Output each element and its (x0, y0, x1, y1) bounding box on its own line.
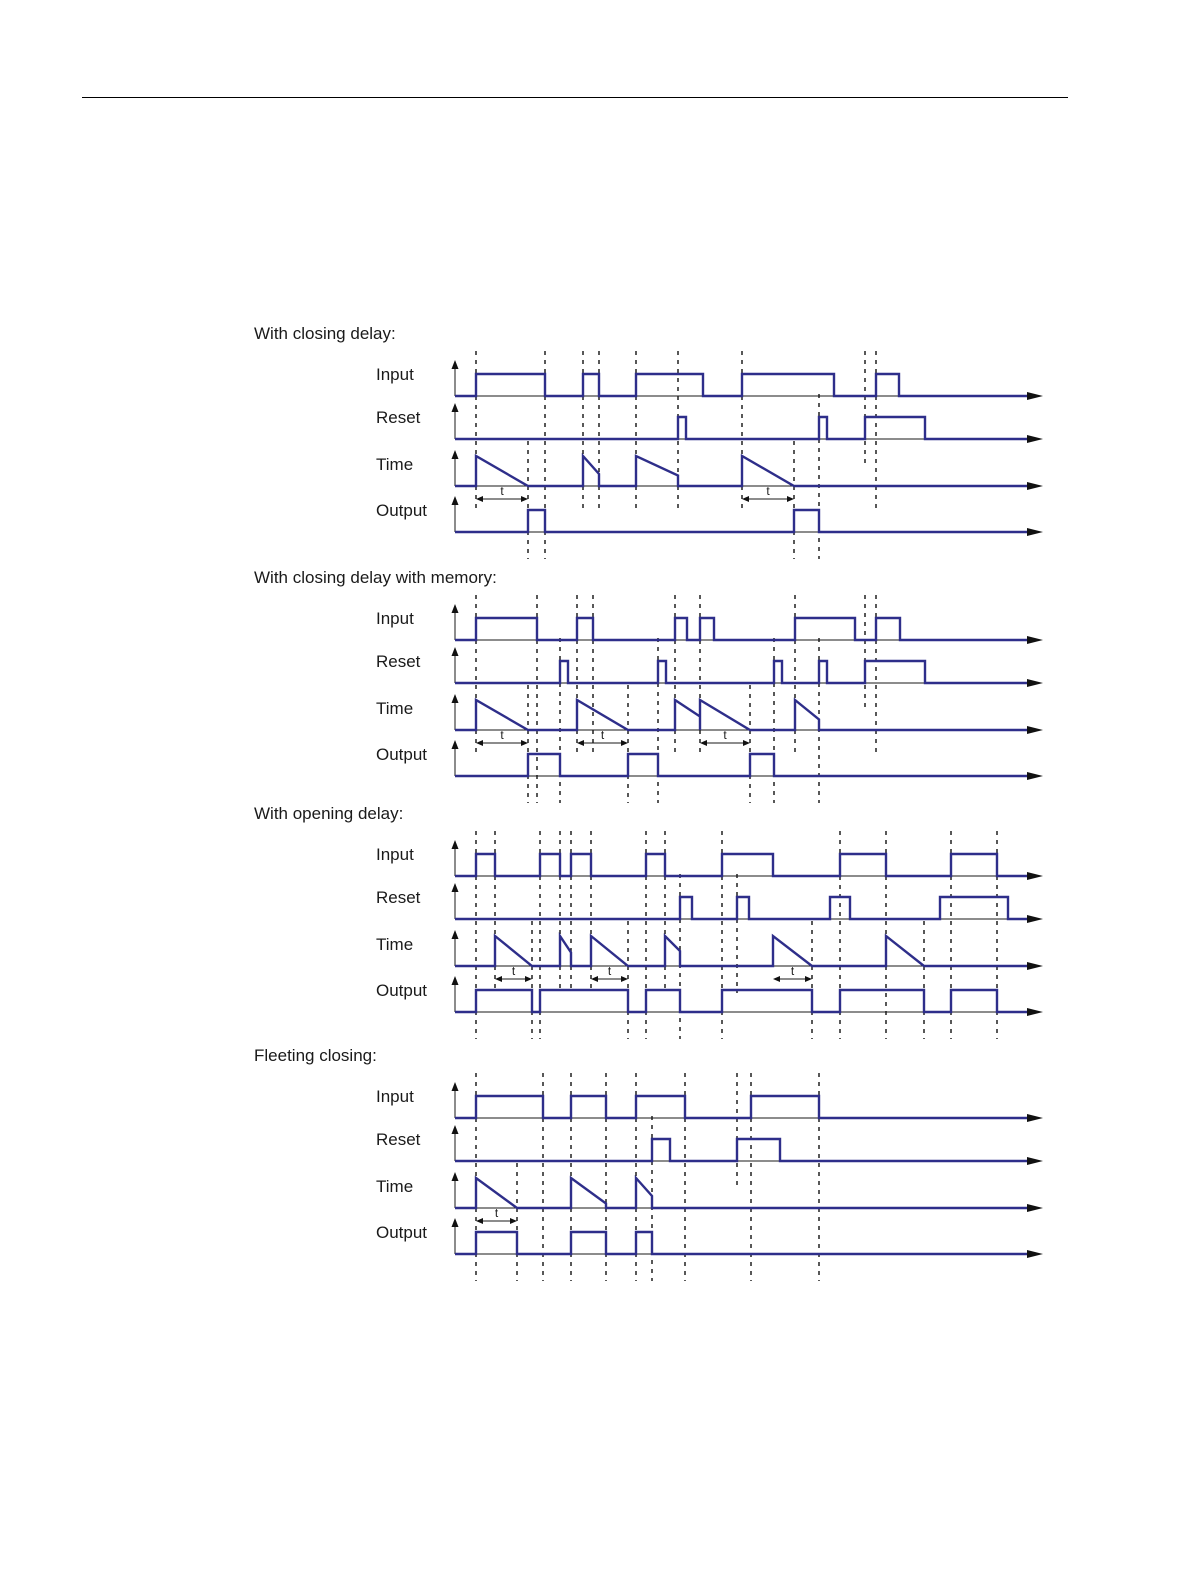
interval-left-arrow-icon (577, 740, 584, 746)
signal-label-time: Time (376, 1177, 414, 1196)
signal-label-input: Input (376, 365, 414, 384)
signal-row-input (376, 604, 1043, 644)
y-axis-arrow-icon (452, 1125, 459, 1134)
signal-label-output: Output (376, 745, 428, 764)
interval-left-arrow-icon (742, 496, 749, 502)
time-axis-arrow-icon (1027, 726, 1043, 734)
section-title: With closing delay with memory: (254, 568, 497, 587)
signal-label-output: Output (376, 1223, 428, 1242)
time-axis-arrow-icon (1027, 482, 1043, 490)
signal-label-output: Output (376, 501, 428, 520)
signal-label-reset: Reset (376, 652, 421, 671)
time-axis-arrow-icon (1027, 435, 1043, 443)
interval-label: t (500, 728, 504, 742)
interval-right-arrow-icon (621, 740, 628, 746)
waveform-time (455, 1178, 1027, 1208)
time-axis-arrow-icon (1027, 636, 1043, 644)
y-axis-arrow-icon (452, 647, 459, 656)
interval-left-arrow-icon (495, 976, 502, 982)
interval-right-arrow-icon (805, 976, 812, 982)
interval-left-arrow-icon (591, 976, 598, 982)
signal-label-input: Input (376, 845, 414, 864)
time-axis-arrow-icon (1027, 1157, 1043, 1165)
signal-row-input (376, 840, 1043, 880)
signal-row-input (376, 360, 1043, 400)
signal-label-output: Output (376, 981, 428, 1000)
waveform-output (455, 1232, 1027, 1254)
signal-row-output (376, 496, 1043, 536)
signal-label-reset: Reset (376, 888, 421, 907)
signal-row-output (376, 740, 1043, 780)
time-axis-arrow-icon (1027, 1008, 1043, 1016)
y-axis-arrow-icon (452, 604, 459, 613)
interval-label: t (494, 1206, 499, 1220)
signal-row-time (376, 450, 1043, 490)
interval-right-arrow-icon (743, 740, 750, 746)
signal-row-output (376, 1218, 1043, 1258)
time-axis-arrow-icon (1027, 872, 1043, 880)
interval-label: t (766, 484, 770, 498)
interval-marker (742, 484, 794, 502)
signal-label-input: Input (376, 1087, 414, 1106)
time-axis-arrow-icon (1027, 528, 1043, 536)
waveform-input (455, 1096, 1027, 1118)
interval-marker (700, 728, 750, 746)
section-with-closing-delay-with-memory (254, 568, 1043, 803)
signal-label-time: Time (376, 699, 414, 718)
interval-left-arrow-icon (773, 976, 780, 982)
y-axis-arrow-icon (452, 976, 459, 985)
waveform-time (455, 700, 1027, 730)
section-title: With opening delay: (254, 804, 404, 823)
interval-label: t (790, 964, 795, 978)
waveform-output (455, 754, 1027, 776)
interval-label: t (500, 484, 504, 498)
waveform-input (455, 374, 1027, 396)
section-title: Fleeting closing: (254, 1046, 377, 1065)
interval-right-arrow-icon (510, 1218, 517, 1224)
section-title: With closing delay: (254, 324, 396, 343)
y-axis-arrow-icon (452, 840, 459, 849)
y-axis-arrow-icon (452, 496, 459, 505)
interval-right-arrow-icon (521, 496, 528, 502)
waveform-output (455, 510, 1027, 532)
signal-label-reset: Reset (376, 1130, 421, 1149)
interval-right-arrow-icon (525, 976, 532, 982)
signal-row-output (376, 976, 1043, 1016)
interval-marker (577, 728, 628, 746)
interval-marker (773, 964, 812, 982)
waveform-time (455, 936, 1027, 966)
waveform-reset (455, 1139, 1027, 1161)
time-axis-arrow-icon (1027, 1114, 1043, 1122)
interval-marker (476, 728, 528, 746)
interval-label: t (607, 964, 612, 978)
interval-left-arrow-icon (476, 1218, 483, 1224)
interval-left-arrow-icon (700, 740, 707, 746)
time-axis-arrow-icon (1027, 1204, 1043, 1212)
waveform-reset (455, 661, 1027, 683)
signal-label-input: Input (376, 609, 414, 628)
interval-label: t (723, 728, 727, 742)
y-axis-arrow-icon (452, 1172, 459, 1181)
waveform-reset (455, 897, 1027, 919)
y-axis-arrow-icon (452, 740, 459, 749)
y-axis-arrow-icon (452, 694, 459, 703)
section-fleeting-closing (254, 1046, 1043, 1281)
interval-label: t (511, 964, 516, 978)
time-axis-arrow-icon (1027, 392, 1043, 400)
signal-label-time: Time (376, 935, 414, 954)
interval-right-arrow-icon (787, 496, 794, 502)
y-axis-arrow-icon (452, 360, 459, 369)
interval-marker (476, 1206, 517, 1224)
y-axis-arrow-icon (452, 450, 459, 459)
y-axis-arrow-icon (452, 1218, 459, 1227)
time-axis-arrow-icon (1027, 1250, 1043, 1258)
interval-left-arrow-icon (476, 740, 483, 746)
signal-row-time (376, 1172, 1043, 1212)
waveform-input (455, 854, 1027, 876)
y-axis-arrow-icon (452, 1082, 459, 1091)
signal-label-time: Time (376, 455, 414, 474)
signal-row-input (376, 1082, 1043, 1122)
y-axis-arrow-icon (452, 403, 459, 412)
interval-marker (476, 484, 528, 502)
interval-left-arrow-icon (476, 496, 483, 502)
y-axis-arrow-icon (452, 930, 459, 939)
interval-marker (591, 964, 628, 982)
time-axis-arrow-icon (1027, 962, 1043, 970)
waveform-time (455, 456, 1027, 486)
interval-right-arrow-icon (521, 740, 528, 746)
y-axis-arrow-icon (452, 883, 459, 892)
interval-marker (495, 964, 532, 982)
interval-right-arrow-icon (621, 976, 628, 982)
section-with-closing-delay (254, 324, 1043, 559)
interval-label: t (600, 728, 605, 742)
waveform-output (455, 990, 1027, 1012)
waveform-input (455, 618, 1027, 640)
section-with-opening-delay (254, 804, 1043, 1039)
time-axis-arrow-icon (1027, 915, 1043, 923)
time-axis-arrow-icon (1027, 772, 1043, 780)
signal-label-reset: Reset (376, 408, 421, 427)
signal-row-time (376, 694, 1043, 734)
waveform-reset (455, 417, 1027, 439)
time-axis-arrow-icon (1027, 679, 1043, 687)
